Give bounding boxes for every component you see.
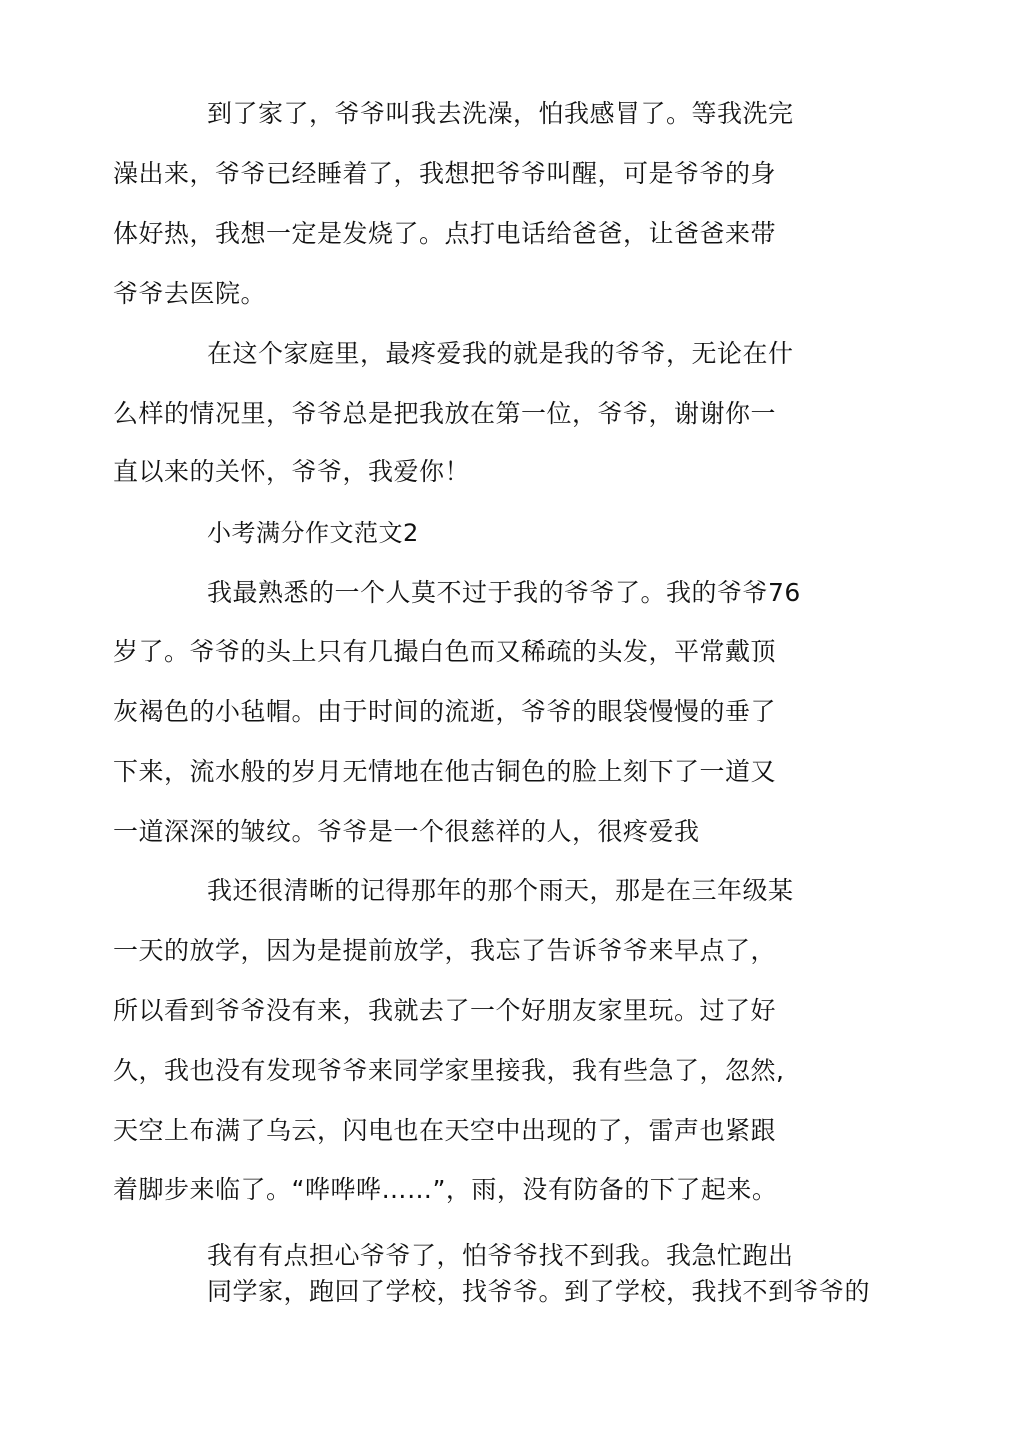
text-line: 我最熟悉的一个人莫不过于我的爷爷了。我的爷爷76 — [207, 578, 801, 607]
section-heading: 小考满分作文范文2 — [207, 519, 419, 547]
text-line: 一天的放学，因为是提前放学，我忘了告诉爷爷来早点了， — [113, 936, 777, 965]
text-line: 同学家，跑回了学校，找爷爷。到了学校，我找不到爷爷的 — [207, 1277, 871, 1306]
text-line: 么样的情况里，爷爷总是把我放在第一位，爷爷，谢谢你一 — [113, 399, 777, 428]
text-line: 到了家了，爷爷叫我去洗澡，怕我感冒了。等我洗完 — [207, 99, 794, 128]
text-line: 我还很清晰的记得那年的那个雨天，那是在三年级某 — [207, 876, 794, 905]
text-line: 爷爷去医院。 — [113, 279, 267, 308]
text-line: 天空上布满了乌云，闪电也在天空中出现的了，雷声也紧跟 — [113, 1116, 777, 1145]
text-line: 一道深深的皱纹。爷爷是一个很慈祥的人，很疼爱我 — [113, 817, 700, 846]
text-line: 下来，流水般的岁月无情地在他古铜色的脸上刻下了一道又 — [113, 757, 777, 786]
text-line: 在这个家庭里，最疼爱我的就是我的爷爷，无论在什 — [207, 339, 794, 368]
text-line: 体好热，我想一定是发烧了。点打电话给爸爸，让爸爸来带 — [113, 219, 777, 248]
text-line: 灰褐色的小毡帽。由于时间的流逝，爷爷的眼袋慢慢的垂了 — [113, 697, 777, 726]
text-line: 我有有点担心爷爷了，怕爷爷找不到我。我急忙跑出 — [207, 1241, 794, 1270]
text-line: 着脚步来临了。“哗哗哗……”，雨，没有防备的下了起来。 — [113, 1175, 778, 1204]
text-line: 所以看到爷爷没有来，我就去了一个好朋友家里玩。过了好 — [113, 996, 777, 1025]
text-line: 直以来的关怀，爷爷，我爱你！ — [113, 457, 471, 486]
text-line: 久，我也没有发现爷爷来同学家里接我，我有些急了，忽然, — [113, 1056, 785, 1085]
text-line: 岁了。爷爷的头上只有几撮白色而又稀疏的头发，平常戴顶 — [113, 637, 777, 666]
text-line: 澡出来，爷爷已经睡着了，我想把爷爷叫醒，可是爷爷的身 — [113, 159, 777, 188]
